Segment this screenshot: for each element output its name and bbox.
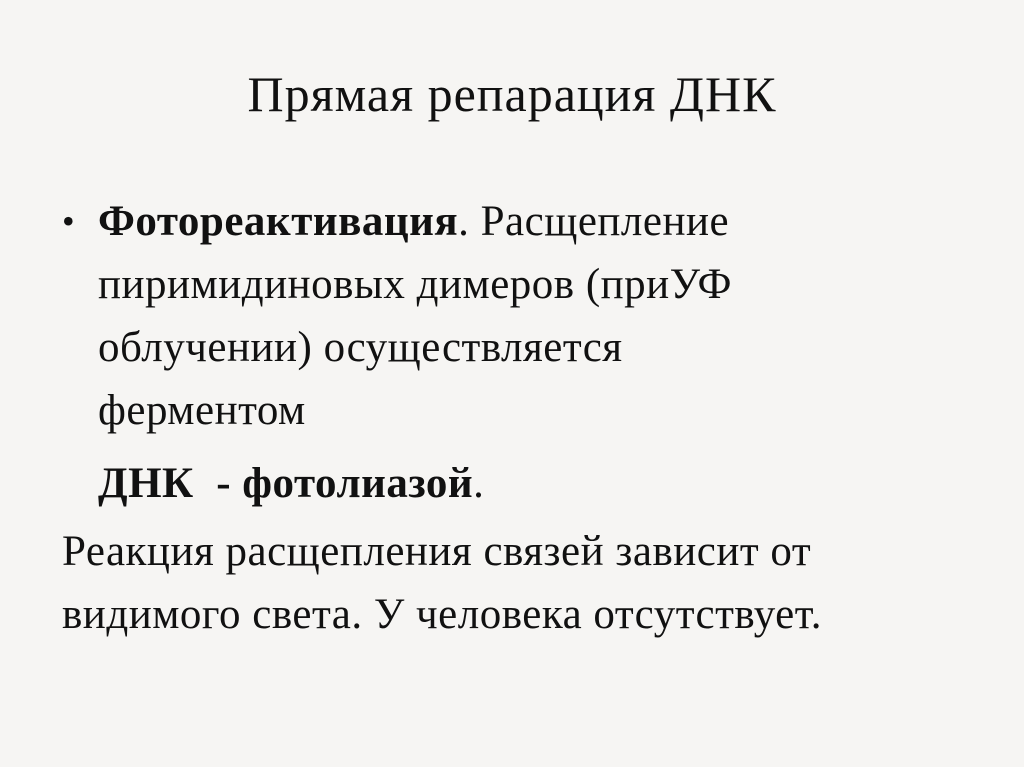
slide-title: Прямая репарация ДНК <box>247 66 777 122</box>
bullet-term: Фотореактивация <box>98 198 459 245</box>
bullet-line-1 <box>98 190 962 253</box>
bullet-marker: • <box>62 201 76 241</box>
conclusion-paragraph <box>62 520 1002 646</box>
enzyme-period: . <box>473 460 485 507</box>
bullet-term-period: . <box>458 198 470 245</box>
bullet-line-text-0: Расщепление <box>480 198 730 245</box>
bullet-block <box>62 190 962 515</box>
bullet-line-2: пиримидиновых димеров (приУФ <box>98 261 732 308</box>
enzyme-line <box>98 452 962 515</box>
enzyme-name: ДНК - фотолиазой <box>98 460 474 507</box>
paragraph-line-2: видимого света. У человека отсутствует. <box>62 591 823 638</box>
bullet-line-4: ферментом <box>98 387 306 434</box>
bullet-line-3: облучении) осуществляется <box>98 324 623 371</box>
paragraph-line-1: Реакция расщепления связей зависит от <box>62 528 812 575</box>
bullet-text <box>98 190 962 442</box>
bullet-item <box>62 190 962 442</box>
